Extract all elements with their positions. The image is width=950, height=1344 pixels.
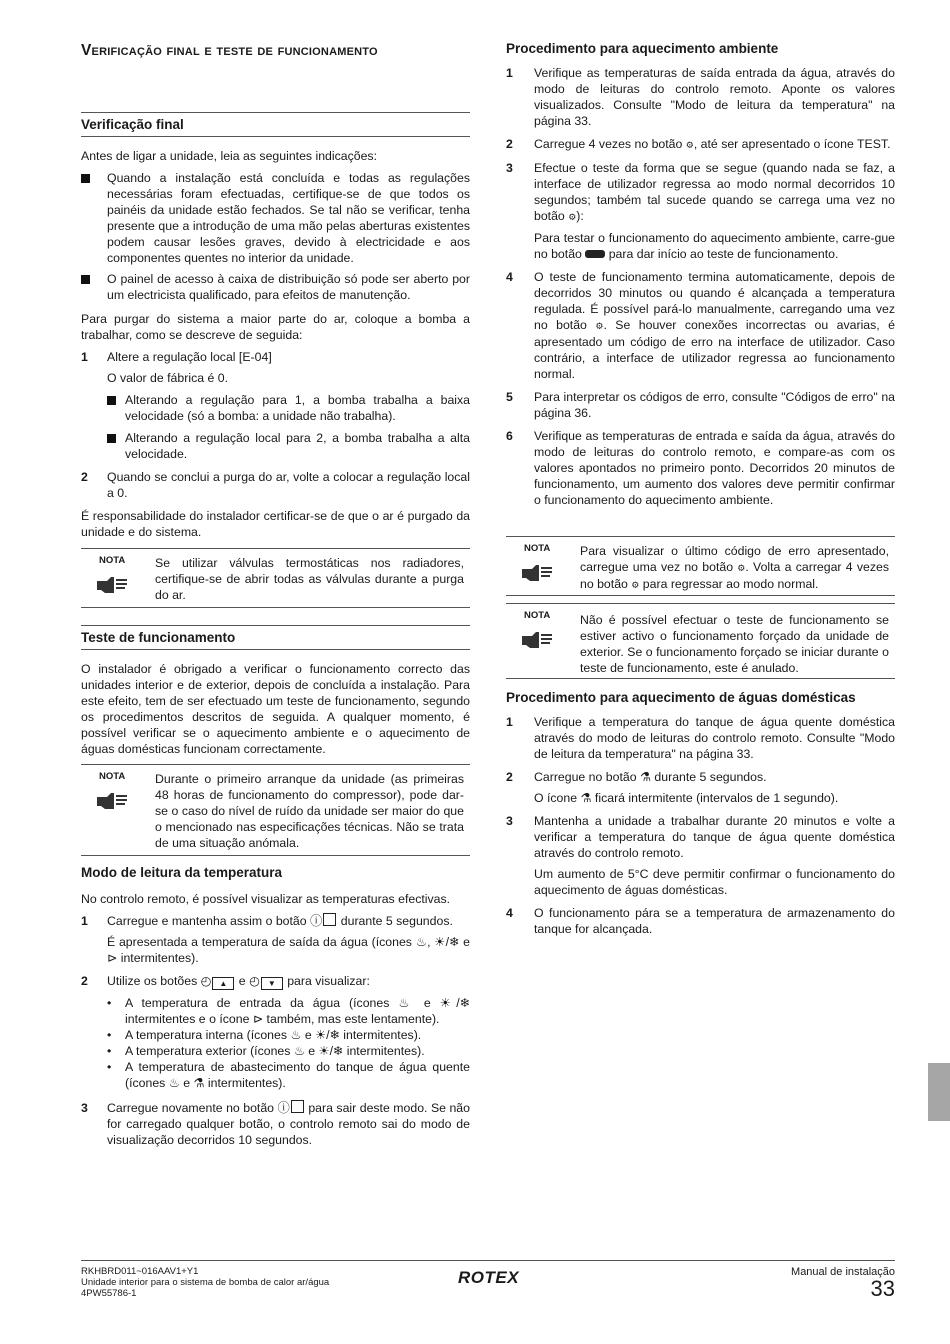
modo-step-1-b: durante 5 segundos. [337,914,453,928]
purge-step-1-text: Altere a regulação local [E-04] [107,350,272,364]
footer-right [791,1266,895,1300]
dom-step-2: 2 Carregue no botão ⚗ durante 5 segundos. [506,770,767,784]
footer-model: RKHBRD011~016AAV1+Y1 [81,1266,199,1277]
nota-label: NOTA [524,543,551,554]
nota-label: NOTA [99,771,126,782]
dom-step-3: 3 Mantenha a unidade a trabalhar durante 20 minutos e volte a verificar a temperatura do tanque de água quente doméstica através do controlo remoto. [506,814,895,860]
nota-label: NOTA [524,610,551,621]
domesticas-block [506,714,895,937]
verificacao-intro: Antes de ligar a unidade, leia as seguintes indicações: [81,149,378,163]
down-arrow-button-icon: ◴ ▼ [249,974,284,988]
page-number: 33 [870,1276,895,1301]
dom-step-4: 4 O funcionamento pára se a temperatura de armazenamento do tanque for alcançada. [506,906,895,936]
hot-water-tap-icon: ⚗ [580,791,592,805]
side-tab-marker [928,1063,950,1121]
heat-cool-icon: ☀/❄ [318,1044,344,1058]
modo-step-1-note: É apresentada a temperatura de saída da água (ícones ♨, ☀/❄ e ⊳ intermitentes). [107,935,470,965]
modo-intro: No controlo remoto, é possível visualizar as temperaturas efectivas. [81,892,451,906]
modo-block [81,891,470,1148]
section-heading-teste: Teste de funcionamento [81,625,470,650]
purge-responsibility: É responsabilidade do instalador certificar-se de que o ar é purgado da unidade e do sistema. [81,509,470,539]
footer-subtitle: Unidade interior para o sistema de bomba de calor ar/água [81,1277,330,1288]
footer-info [81,1266,329,1299]
modo-item-2: • A temperatura interna (ícones ♨ e ☀/❄ intermitentes). [81,1027,470,1043]
purge-sub-1: Alterando a regulação para 1, a bomba trabalha a baixa velocidade (só a bomba: a unidade não trabalha). [81,392,470,424]
modo-step-2: 2 Utilize os botões ◴ ▲ e ◴ ▼ para visualizar: [81,974,370,988]
purge-intro: Para purgar do sistema a maior parte do ar, coloque a bomba a trabalhar, como se descreve de seguida: [81,312,470,342]
verificacao-bullet-2: O painel de acesso à caixa de distribuição só pode ser aberto por um electricista qualificado, para efeitos de manutenção. [81,271,470,303]
footer-code: 4PW55786-1 [81,1288,137,1299]
amb-step-1: 1 Verifique as temperaturas de saída entrada da água, através do modo de leituras do controlo remoto. Aponte os valores visualizados. Consulte "Modo de leitura da temperatura" na página 33. [506,66,895,128]
amb-step-3-note: Para testar o funcionamento do aquecimento ambiente, carre-gue no botão para dar início ao teste de funcionamento. [534,231,895,261]
heat-cool-icon: ☀/❄ [439,996,470,1010]
section-heading-modo: Modo de leitura da temperatura [81,865,283,880]
amb-step-6: 6 Verifique as temperaturas de entrada e saída da água, através do modo de leituras do controlo remoto, e compare-as com os valores apontados no primeiro ponto. Decorridos 20 minutos de funcionamento, um aumento dos valores deve permitir confirmar o funcionamento do aquecimento ambiente. [506,429,895,507]
heat-cool-icon: ☀/❄ [434,935,460,949]
nota-label: NOTA [99,555,126,566]
nota-3-text: Para visualizar o último código de erro apresentado, carregue uma vez no botão ⚙. Volta a carregar 4 vezes no botão ⚙ para regressar ao modo normal. [580,544,889,591]
purge-sub-2: Alterando a regulação local para 2, a bomba trabalha a alta velocidade. [81,430,470,462]
water-icon: ♨ [398,996,415,1010]
test-button-icon: ⚙ [737,563,746,573]
purge-step-2: 2 Quando se conclui a purga do ar, volte a colocar a regulação local a 0. [81,470,470,500]
outlet-icon: ⊳ [252,1012,264,1026]
test-button-icon: ⚙ [595,321,604,331]
modo-item-4: • A temperatura de abastecimento do tanque de água quente (ícones ♨ e ⚗ intermitentes). [81,1059,470,1091]
nota-box-4 [506,603,895,679]
section-heading-aguas-domesticas: Procedimento para aquecimento de águas domésticas [506,690,856,705]
modo-step-3: 3 Carregue novamente no botão ⓘ para sair deste modo. Se não for carregado qualquer botão, o controlo remoto sai do modo de visualização decorridos 10 segundos. [81,1101,470,1147]
run-button-icon [585,250,605,258]
footer-manual: Manual de instalação [791,1266,895,1278]
up-arrow-button-icon: ◴ ▲ [201,974,236,988]
test-button-icon: ⚙ [685,140,694,150]
nota-box-1 [81,548,470,608]
nota-2-text: Durante o primeiro arranque da unidade (as primeiras 48 horas de funcionamento do compressor), pode dar-se o caso do nível de ruído da unidade ser maior do que o mencionado nas especificações técnicas. Não se trata de uma situação anómala. [155,772,464,850]
water-icon: ♨ [415,935,428,949]
pointing-hand-icon [520,628,554,655]
dom-step-1: 1 Verifique a temperatura do tanque de água quente doméstica através do modo de leituras do controlo remoto. Consulte "Modo de leitura da temperatura" na página 33. [506,715,895,761]
water-icon: ♨ [293,1044,305,1058]
amb-step-5: 5 Para interpretar os códigos de erro, consulte "Códigos de erro" na página 36. [506,390,895,420]
water-icon: ♨ [290,1028,302,1042]
hot-water-tap-icon: ⚗ [193,1076,205,1090]
amb-step-2: 2 Carregue 4 vezes no botão ⚙, até ser apresentado o ícone TEST. [506,137,891,151]
verificacao-block [81,148,470,540]
dom-step-3-note: Um aumento de 5°C deve permitir confirmar o funcionamento do aquecimento de águas domésticas. [534,867,895,897]
pointing-hand-icon [95,573,129,600]
outlet-icon: ⊳ [107,951,118,965]
nota-4-text: Não é possível efectuar o teste de funcionamento se estiver activo o funcionamento forçado da unidade de exterior. Se o funcionamento forçado se iniciar durante o teste de funcionamento, este é anulado. [580,613,889,675]
purge-step-2-text: Quando se conclui a purga do ar, volte a colocar a regulação local a 0. [107,470,470,500]
modo-step-1-a: Carregue e mantenha assim o botão [107,914,311,928]
modo-item-3: • A temperatura exterior (ícones ♨ e ☀/❄ intermitentes). [81,1043,470,1059]
water-icon: ♨ [168,1076,180,1090]
modo-item-1: • A temperatura de entrada da água (ícones ♨ e ☀/❄ intermitentes e o ícone ⊳ também, mas este lentamente). [81,995,470,1027]
nota-box-2 [81,764,470,856]
test-button-icon: ⚙ [631,580,640,590]
purge-step-1-note: O valor de fábrica é 0. [107,371,228,385]
verificacao-bullet-1: Quando a instalação está concluída e todas as regulações necessárias foram efectuadas, certifique-se de que todos os painéis da unidade estão fechados. Se tal não se verificar, tenha presente que a introdução de uma mão pelas aberturas existentes podem causar lesões graves, devido à electricidade e aos componentes quentes no interior da unidade. [81,170,470,266]
teste-text: O instalador é obrigado a verificar o funcionamento correcto das unidades interior e de exterior, depois de concluída a instalação. Para este efeito, tem de ser efectuado um teste de funcionamento, segundo os procedimentos descritos de seguida. A qualquer momento, é possível verificar se o aquecimento ambiente e o aquecimento de águas domésticas funcionam correctamente. [81,662,470,756]
ambiente-block [506,65,895,508]
footer-divider [81,1260,895,1261]
section-heading-aquecimento-ambiente: Procedimento para aquecimento ambiente [506,41,779,56]
section-heading-verificacao: Verificação final [81,112,470,137]
amb-step-3: 3 Efectue o teste da forma que se segue (quando nada se faz, a interface de utilizador regressa ao modo normal decorridos 10 segundos; também tal sucede quando se carrega uma vez no botão ⚙): [506,161,895,223]
page-title: Verificação final e teste de funcionamento [81,42,378,59]
purge-step-1: 1 Altere a regulação local [E-04] [81,350,272,364]
thermometer-button-icon: ⓘ [277,1101,304,1115]
amb-step-4: 4 O teste de funcionamento termina automaticamente, depois de decorridos 30 minutos ou quando é alcançada a temperatura regulada. É possível pará-lo manualmente, carregando uma vez no botão ⚙. Se houver conexões incorrectas ou avarias, é apresentado um código de erro na interface de utilizador. Caso contrário, a interface de utilizador regressa ao funcionamento normal. [506,270,895,381]
hot-water-tap-icon: ⚗ [639,770,651,784]
dom-step-2-note: O ícone ⚗ ficará intermitente (intervalos de 1 segundo). [534,791,839,805]
nota-box-3 [506,536,895,596]
test-button-icon: ⚙ [568,212,577,222]
modo-step-1: 1 Carregue e mantenha assim o botão ⓘ durante 5 segundos. [81,914,453,928]
heat-cool-icon: ☀/❄ [315,1028,340,1042]
pointing-hand-icon [520,561,554,588]
pointing-hand-icon [95,789,129,816]
brand-logo: ROTEX [458,1268,520,1287]
nota-1-text: Se utilizar válvulas termostáticas nos radiadores, certifique-se de abrir todas as válvulas durante a purga do ar. [155,556,464,602]
thermometer-button-icon: ⓘ [310,914,337,928]
